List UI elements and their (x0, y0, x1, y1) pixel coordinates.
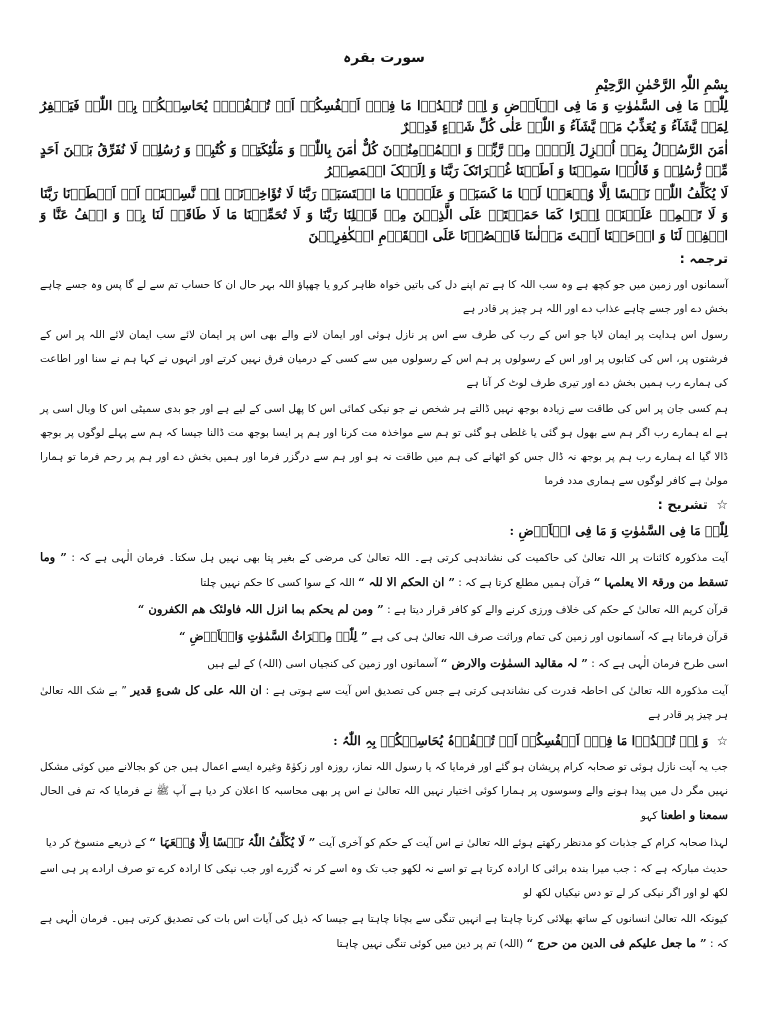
section2-heading: ☆ وَ اِنۡ تُبۡدُوۡا مَا فِیۡۤ اَنۡفُسِکُمۡ اَوۡ تُخۡفُوۡہُ یُحَاسِبۡکُمۡ بِہِ اللّٰہُ : (333, 733, 728, 748)
quote: ” ومن لم یحکم بما انزل اللہ فاولئک ھم الکفرون “ (137, 602, 384, 616)
section1-paragraph-4: اسی طرح فرمان الٰہی ہے کہ : ” لہ مقالید السمٰوٰت والارض “ آسمانوں اور زمین کی کنجیاں اسی (اللہ) کے لیے ہیں (207, 656, 728, 670)
verse-286: لَا یُکَلِّفُ اللّٰہُ نَفۡسًا اِلَّا وُسۡعَہَا لَہَا مَا کَسَبَتۡ وَ عَلَیۡہَا مَا اکۡتَسَبَتۡ رَبَّنَا لَا تُؤَاخِذۡنَاۤ اِنۡ نَّسِیۡنَاۤ اَوۡ اَخۡطَاۡنَا رَبَّنَا وَ لَا تَحۡمِلۡ عَلَیۡنَاۤ اِصۡرًا کَمَا حَمَلۡتَہٗ عَلَی الَّذِیۡنَ مِنۡ قَبۡلِنَا رَبَّنَا وَ لَا تُحَمِّلۡنَا مَا لَا طَاقَۃَ لَنَا بِہٖ وَ اعۡفُ عَنَّا وَ اغۡفِرۡ لَنَا وَ ارۡحَمۡنَا اَنۡتَ مَوۡلٰىنَا فَانۡصُرۡنَا عَلَی الۡقَوۡمِ الۡکٰفِرِیۡنَ (40, 187, 728, 244)
quote: ” لِلّٰہِ مِیۡرَاثُ السَّمٰوٰتِ وَالۡاَرۡضِ “ (178, 629, 368, 643)
quote: ” لہ مقالید السمٰوٰت والارض “ (440, 656, 588, 670)
document-page (40, 48, 728, 1016)
section1-paragraph-2: قرآن کریم اللہ تعالیٰ کے حکم کی خلاف ورزی کرنے والے کو کافر قرار دیتا ہے : ” ومن لم یحکم بما انزل اللہ فاولئک ھم الکفرون “ (137, 602, 728, 616)
quote: سمعنا و اطعنا (660, 808, 728, 822)
quote: ” ما جعل علیکم فی الدین من حرج “ (526, 936, 707, 950)
section1-paragraph-1: آیت مذکورہ کائنات پر اللہ تعالیٰ کی حاکمیت کی نشاندہی کرتی ہے۔ اللہ تعالیٰ کی مرضی کے بغیر پتا بھی نہیں ہل سکتا۔ فرمان الٰہی ہے کہ : ” وما تسقط من ورقۃ الا یعلمہا “ قرآن ہمیں مطلع کرتا ہے کہ : ” ان الحکم الا للہ “ اللہ کے سوا کسی کا حکم نہیں چلتا (40, 550, 728, 589)
section1-paragraph-5: آیت مذکورہ اللہ تعالیٰ کی احاطہ قدرت کی نشاندہی کرتی ہے جس کی تصدیق اس آیت سے ہوتی ہے : ان اللہ علی کل شیءٍ قدیر ” بے شک اللہ تعالیٰ ہر چیز پر قادر ہے (40, 683, 728, 721)
translation-heading: ترجمہ : (679, 252, 728, 267)
section2-paragraph-4: کیونکہ اللہ تعالیٰ انسانوں کے ساتھ بھلائی کرنا چاہتا ہے انہیں تنگی سے بچانا چاہتا ہے جیسا کہ ذیل کی آیات اس بات کی تصدیق کرتی ہیں۔ فرمان الٰہی ہے کہ : ” ما جعل علیکم فی الدین من حرج “ (اللہ) تم پر دین میں کوئی تنگی نہیں چاہتا (40, 913, 728, 950)
translation-paragraph: آسمانوں اور زمین میں جو کچھ ہے وہ سب اللہ کا ہے تم اپنے دل کی باتیں خواہ ظاہر کرو یا چھپاؤ اللہ بہر حال ان کا حساب تم سے لے گا پس وہ جسے چاہے بخش دے اور جسے چاہے عذاب دے اور اللہ ہر چیز پر قادر ہے (40, 279, 728, 315)
quote: ” وما تسقط من ورقۃ الا یعلمہا “ (40, 550, 728, 589)
section2-paragraph-3: حدیث مبارکہ ہے کہ : جب میرا بندہ برائی کا ارادہ کرتا ہے تو اسے نہ لکھو جب تک وہ اسے کر نہ گزرے اور جب نیکی کا ارادہ کرے تو صرف ارادے پر ہی اسے لکھ لو اور اگر نیکی کر لے تو دس نیکیاں لکھ لو (40, 863, 728, 899)
translation-paragraph: رسول اس ہدایت پر ایمان لایا جو اس کے رب کی طرف سے اس پر نازل ہوئی اور ایمان لانے والے بھی اس پر ایمان لائے سب ایمان لائے اللہ پر اس کے فرشتوں پر، اس کی کتابوں پر اور اس کے رسولوں پر ہم اس کے رسولوں میں سے کسی کے درمیان فرق نہیں کرتے اور انہوں نے کہا ہم نے سنا اور اطاعت کی ہمارے رب ہمیں بخش دے اور تیری طرف لوٹ کر آنا ہے (40, 329, 728, 389)
quote: ان اللہ علی کل شیءٍ قدیر (130, 683, 262, 697)
section2-paragraph-2: لہذا صحابہ کرام کے جذبات کو مدنظر رکھتے ہوئے اللہ تعالیٰ نے اس آیت کے حکم کو آخری آیت ” لَا یُکَلِّفُ اللّٰہُ نَفۡسًا اِلَّا وُسۡعَہَا “ کے ذریعے منسوخ کر دیا (45, 835, 728, 849)
section1-paragraph-3: قرآن فرماتا ہے کہ آسمانوں اور زمین کی تمام وراثت صرف اللہ تعالیٰ ہی کی ہے ” لِلّٰہِ مِیۡرَاثُ السَّمٰوٰتِ وَالۡاَرۡضِ “ (178, 629, 728, 643)
quote: ” لَا یُکَلِّفُ اللّٰہُ نَفۡسًا اِلَّا وُسۡعَہَا “ (149, 835, 316, 849)
quote: ” ان الحکم الا للہ “ (358, 575, 455, 589)
tashreeh-heading (40, 495, 728, 517)
section1-heading: لِلّٰہِ مَا فِی السَّمٰوٰتِ وَ مَا فِی الۡاَرۡضِ : (509, 523, 728, 538)
verse-284: لِلّٰہِ مَا فِی السَّمٰوٰتِ وَ مَا فِی الۡاَرۡضِ وَ اِنۡ تُبۡدُوۡا مَا فِیۡۤ اَنۡفُسِکُمۡ اَوۡ تُخۡفُوۡہُ یُحَاسِبۡکُمۡ بِہِ اللّٰہُ فَیَغۡفِرُ لِمَنۡ یَّشَآءُ وَ یُعَذِّبُ مَنۡ یَّشَآءُ وَ اللّٰہُ عَلٰی کُلِّ شَیۡءٍ قَدِیۡرٌ (40, 99, 728, 135)
section2-paragraph-1: جب یہ آیت نازل ہوئی تو صحابہ کرام پریشان ہو گئے اور فرمایا کہ یا رسول اللہ نماز، روزہ اور زکوٰۃ وغیرہ ایسے اعمال ہیں جن کو بجالانے میں کوئی مشکل نہیں مگر دل میں پیدا ہونے والے وسوسوں پر ہمارا کوئی اختیار نہیں اللہ تعالیٰ نے اس پر بھی محاسبہ کا اعلان کر دیا ہے آپ ﷺ نے فرمایا کہ تم فی الحال سمعنا و اطعنا کہو (40, 761, 728, 822)
translation-paragraph: ہم کسی جان پر اس کی طاقت سے زیادہ بوجھ نہیں ڈالتے ہر شخص نے جو نیکی کمائی اس کا پھل اسی کے لیے ہے اور جو بدی سمیٹی اس کا وبال اسی پر ہے اے ہمارے رب اگر ہم سے بھول ہو گئی یا غلطی ہو گئی تو ہم سے مواخذہ مت کرنا اور ہم پر ایسا بوجھ مت ڈالنا جیسا کہ ہم سے پہلے لوگوں پر بوجھ ڈالا گیا اے ہمارے رب ہم پر بوجھ نہ ڈال جس کو اٹھانے کی ہم میں طاقت نہ ہو اور ہم سے درگزر فرما اور ہمیں بخش دے اور ہم پر رحم فرما تو ہمارا مولیٰ ہے کافر لوگوں سے ہماری مدد فرما (40, 403, 728, 487)
tashreeh-label: تشریح : (657, 498, 708, 513)
star-icon: ☆ (716, 498, 728, 513)
star-icon: ☆ (716, 733, 728, 748)
surah-title: سورت بقرہ (343, 50, 425, 66)
verse-285: اٰمَنَ الرَّسُوۡلُ بِمَاۤ اُنۡزِلَ اِلَیۡہِ مِنۡ رَّبِّہٖ وَ الۡمُؤۡمِنُوۡنَ کُلٌّ اٰمَنَ بِاللّٰہِ وَ مَلٰٓئِکَتِہٖ وَ کُتُبِہٖ وَ رُسُلِہٖ لَا نُفَرِّقُ بَیۡنَ اَحَدٍ مِّنۡ رُّسُلِہٖ وَ قَالُوۡا سَمِعۡنَا وَ اَطَعۡنَا غُفۡرَانَکَ رَبَّنَا وَ اِلَیۡکَ الۡمَصِیۡرُ (40, 143, 728, 179)
bismillah: بِسْمِ اللّٰہِ الرَّحْمٰنِ الرَّحِیْمِ (595, 78, 728, 93)
